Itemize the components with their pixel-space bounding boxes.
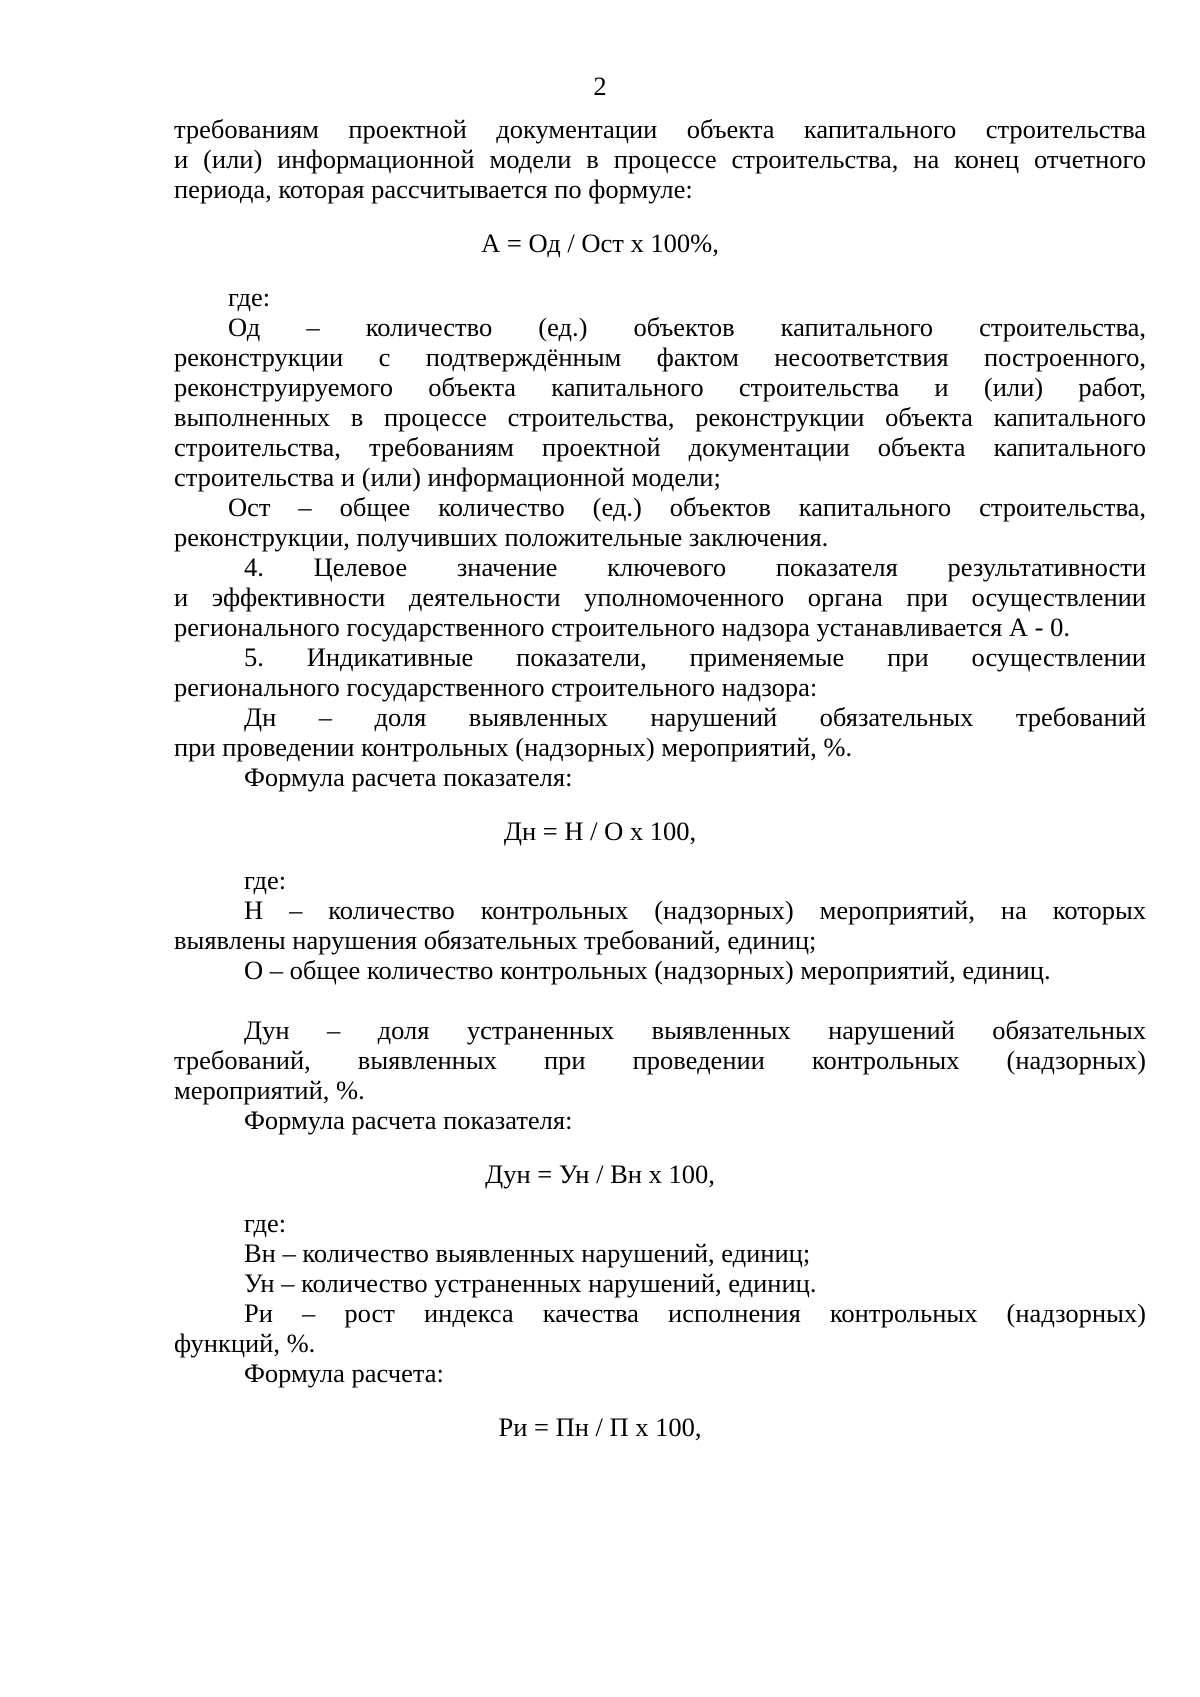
body-line: требований, выявленных при проведении контрольных (надзорных)	[174, 1045, 1146, 1075]
body-line: О – общее количество контрольных (надзорных) мероприятий, единиц.	[244, 955, 1051, 985]
body-line: Формула расчета показателя:	[244, 762, 573, 792]
body-line: Н – количество контрольных (надзорных) мероприятий, на которых	[244, 895, 1146, 925]
body-line: выявлены нарушения обязательных требований, единиц;	[174, 925, 817, 955]
body-line: регионального государственного строительного надзора устанавливается А - 0.	[174, 612, 1070, 642]
formula-ri: Ри = Пн / П х 100,	[498, 1412, 702, 1442]
where-label: где:	[228, 282, 271, 312]
body-line: Дун – доля устраненных выявленных нарушений обязательных	[244, 1015, 1146, 1045]
body-line: выполненных в процессе строительства, реконструкции объекта капитального	[174, 402, 1146, 432]
body-line: требованиям проектной документации объекта капитального строительства	[174, 114, 1146, 144]
body-line: Дн – доля выявленных нарушений обязательных требований	[244, 702, 1146, 732]
body-line: Формула расчета показателя:	[244, 1105, 573, 1135]
body-line: реконструкции, получивших положительные заключения.	[174, 522, 829, 552]
body-line: строительства и (или) информационной модели;	[174, 462, 721, 492]
formula-a: А = Од / Ост х 100%,	[481, 228, 719, 258]
section-4-line: 4. Целевое значение ключевого показателя результативности	[244, 552, 1146, 582]
body-line: строительства, требованиям проектной документации объекта капитального	[174, 432, 1146, 462]
where-label: где:	[244, 865, 287, 895]
body-line: Ун – количество устраненных нарушений, единиц.	[244, 1268, 817, 1298]
body-line: функций, %.	[174, 1328, 316, 1358]
body-line: Формула расчета:	[244, 1358, 444, 1388]
body-line: Ост – общее количество (ед.) объектов капитального строительства,	[228, 492, 1146, 522]
body-line: при проведении контрольных (надзорных) мероприятий, %.	[174, 732, 853, 762]
body-line: и эффективности деятельности уполномоченного органа при осуществлении	[174, 582, 1146, 612]
where-label: где:	[244, 1208, 287, 1238]
body-line: и (или) информационной модели в процессе строительства, на конец отчетного	[174, 144, 1146, 174]
section-5-line: 5. Индикативные показатели, применяемые при осуществлении	[244, 642, 1146, 672]
page-number: 2	[593, 71, 607, 101]
body-line: Ри – рост индекса качества исполнения контрольных (надзорных)	[244, 1298, 1146, 1328]
formula-dn: Дн = Н / О х 100,	[503, 816, 697, 846]
body-line: регионального государственного строительного надзора:	[174, 672, 818, 702]
body-line: реконструируемого объекта капитального строительства и (или) работ,	[174, 372, 1146, 402]
body-line: Од – количество (ед.) объектов капитального строительства,	[228, 312, 1146, 342]
formula-dun: Дун = Ун / Вн х 100,	[485, 1159, 715, 1189]
body-line: Вн – количество выявленных нарушений, единиц;	[244, 1238, 811, 1268]
body-line: периода, которая рассчитывается по формуле:	[174, 174, 693, 204]
body-line: мероприятий, %.	[174, 1075, 365, 1105]
body-line: реконструкции с подтверждённым фактом несоответствия построенного,	[174, 342, 1146, 372]
